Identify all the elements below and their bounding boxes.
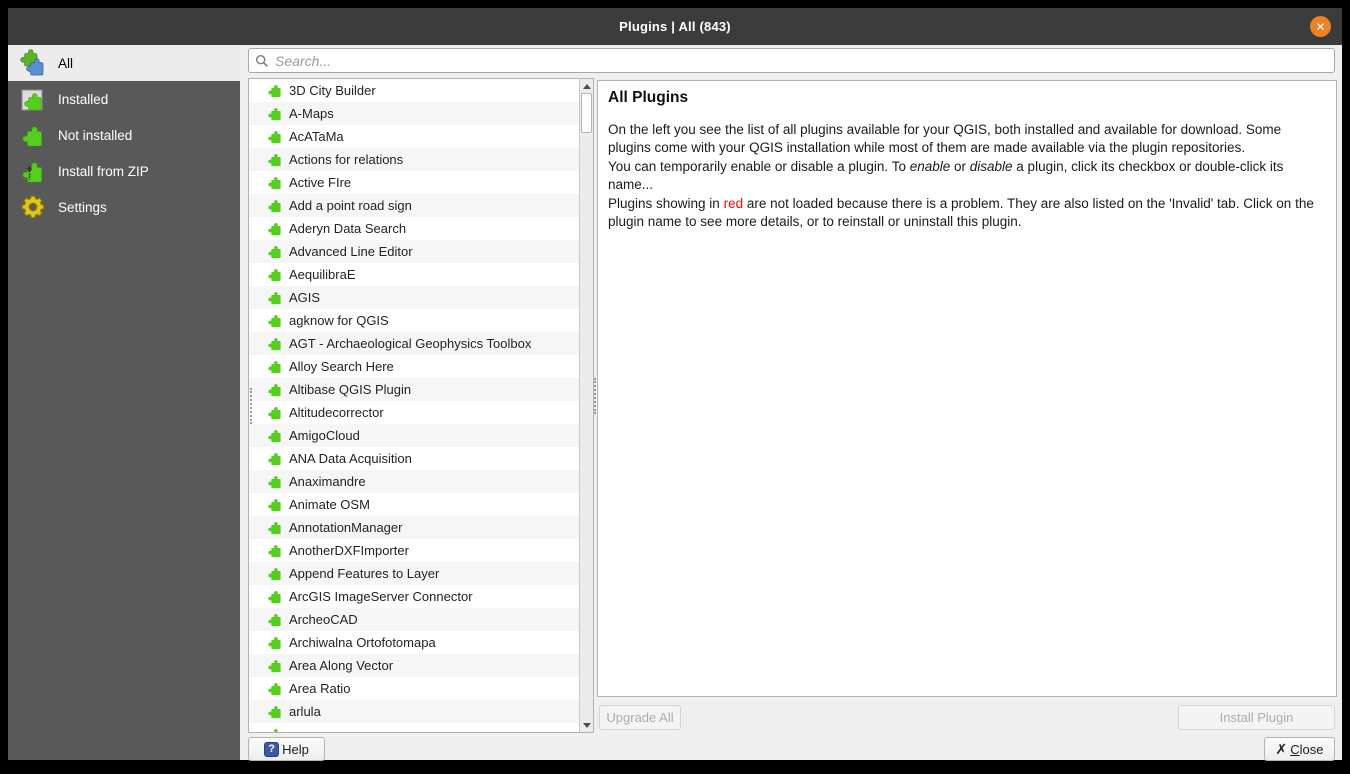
plugin-puzzle-icon [267,658,282,673]
sidebar-item-not-installed[interactable] [8,117,240,153]
list-item[interactable] [249,171,580,194]
list-item[interactable] [249,148,580,171]
plugin-puzzle-icon [267,428,282,443]
list-item[interactable] [249,332,580,355]
sidebar-item-install-from-zip[interactable] [8,153,240,189]
list-item[interactable] [249,401,580,424]
help-button[interactable]: ? Help [248,737,325,761]
plugin-puzzle-icon [267,704,282,719]
plugin-puzzle-icon [267,727,282,733]
install-plugin-button[interactable]: Install Plugin [1178,705,1335,730]
list-item[interactable] [249,240,580,263]
plugin-name: 3D City Builder [289,83,376,98]
plugin-puzzle-icon [267,474,282,489]
plugin-name: Add a point road sign [289,198,412,213]
list-item[interactable] [249,125,580,148]
sidebar-item-label: Not installed [58,127,133,143]
plugin-name: AequilibraE [289,267,356,282]
plugin-puzzle-icon [267,359,282,374]
close-button[interactable]: ✗ Close [1264,737,1335,761]
sidebar-item-label: Installed [58,91,109,107]
list-item[interactable] [249,608,580,631]
list-item-partial[interactable] [249,723,580,733]
list-item[interactable] [249,516,580,539]
plugin-name: agknow for QGIS [289,313,389,328]
plugin-puzzle-icon [267,244,282,259]
plugin-name: AmigoCloud [289,428,360,443]
plugin-puzzle-icon [267,520,282,535]
list-item[interactable] [249,79,580,102]
plugin-name: Anaximandre [289,474,366,489]
plugin-puzzle-icon [267,635,282,650]
list-item[interactable] [249,194,580,217]
sidebar-item-settings[interactable] [8,189,240,225]
plugin-name: Aderyn Data Search [289,221,407,236]
plugin-name: Advanced Line Editor [289,244,413,259]
help-question-icon: ? [264,742,279,757]
plugin-puzzle-icon [267,198,282,213]
list-item[interactable] [249,654,580,677]
plugin-puzzle-icon [267,290,282,305]
plugin-name: AGIS [289,290,321,305]
sidebar-item-label: Install from ZIP [58,163,149,179]
plugin-name: ArcGIS ImageServer Connector [289,589,473,604]
plugin-name: Area Ratio [289,681,351,696]
plugin-puzzle-icon [267,681,282,696]
plugin-name: Alloy Search Here [289,359,394,374]
plugin-name: ArcheoCAD [289,612,358,627]
settings-gear-icon [18,192,48,222]
plugin-name: AnotherDXFImporter [289,543,409,558]
installed-puzzle-icon [18,84,48,114]
window-close-icon[interactable]: ✕ [1310,16,1331,37]
window-title: Plugins | All (843) [619,19,731,34]
plugin-name: Append Features to Layer [289,566,440,581]
plugins-dialog [8,8,1342,760]
scroll-down-icon[interactable] [580,718,594,732]
plugin-puzzle-icon [267,83,282,98]
list-item[interactable] [249,263,580,286]
plugin-puzzle-icon [267,612,282,627]
plugin-puzzle-icon [267,336,282,351]
close-x-icon: ✗ [1275,741,1288,757]
plugin-puzzle-icon [267,589,282,604]
plugin-puzzle-icon [267,405,282,420]
scrollbar-thumb[interactable] [581,93,592,133]
plugin-name: Actions for relations [289,152,404,167]
plugin-puzzle-icon [267,267,282,282]
list-item[interactable] [249,562,580,585]
plugin-puzzle-icon [267,313,282,328]
list-item[interactable] [249,355,580,378]
plugin-name: Animate OSM [289,497,370,512]
plugin-name: A-Maps [289,106,334,121]
plugin-name: arlula [289,704,321,719]
list-item[interactable] [249,631,580,654]
plugin-name: Area Along Vector [289,658,394,673]
plugin-name: Archiwalna Ortofotomapa [289,635,436,650]
list-item[interactable] [249,700,580,723]
plugin-puzzle-icon [267,497,282,512]
list-scrollbar[interactable] [579,79,593,732]
list-item[interactable] [249,309,580,332]
list-item[interactable] [249,378,580,401]
plugin-name: AnnotationManager [289,520,403,535]
sidebar-item-label: Settings [58,199,107,215]
plugin-name: Altibase QGIS Plugin [289,382,412,397]
sidebar-item-all[interactable] [8,45,240,81]
list-item[interactable] [249,447,580,470]
list-item[interactable] [249,585,580,608]
plugin-puzzle-icon [267,382,282,397]
plugin-puzzle-icon [267,175,282,190]
sidebar-splitter-handle[interactable] [250,388,253,424]
sidebar [8,45,240,760]
plugin-puzzle-icon [267,152,282,167]
plugin-list-panel [248,78,594,733]
scroll-up-icon[interactable] [580,79,594,93]
plugin-puzzle-icon [267,106,282,121]
search-bar [248,48,1335,73]
plugin-puzzle-icon [267,543,282,558]
upgrade-all-button[interactable]: Upgrade All [599,705,681,730]
not-installed-puzzle-icon [18,120,48,150]
details-heading: All Plugins [608,89,689,106]
plugin-list [249,79,580,733]
list-item[interactable] [249,470,580,493]
details-paragraph-1: On the left you see the list of all plugins available for your QGIS, both installed and available for download. Some plugins come with your QGIS installation while most of them are made available via the plugin repositories. [608,122,1282,155]
plugin-name: Active FIre [289,175,352,190]
list-item[interactable] [249,539,580,562]
plugin-name: AcATaMa [289,129,344,144]
details-panel [597,80,1337,697]
list-item[interactable] [249,493,580,516]
plugin-name: Altitudecorrector [289,405,384,420]
plugin-puzzle-icon [267,451,282,466]
search-icon [255,54,269,68]
list-item[interactable] [249,217,580,240]
details-paragraph-3: Plugins showing in red are not loaded because there is a problem. They are also listed on the 'Invalid' tab. Click on the plugin name to see more details, or to reinstall or uninstall this plugin. [608,196,1314,229]
plugin-name: AGT - Archaeological Geophysics Toolbox [289,336,532,351]
plugin-puzzle-icon [267,221,282,236]
plugin-puzzle-icon [267,129,282,144]
details-paragraph-2: You can temporarily enable or disable a plugin. To enable or disable a plugin, click its checkbox or double-click its name... [608,159,1284,192]
sidebar-item-label: All [58,55,74,71]
all-plugins-puzzle-icon [18,48,48,78]
list-item[interactable] [249,424,580,447]
plugin-name: ANA Data Acquisition [289,451,412,466]
search-input[interactable] [275,53,1328,69]
list-item[interactable] [249,677,580,700]
plugin-puzzle-icon [267,566,282,581]
sidebar-item-installed[interactable] [8,81,240,117]
list-item[interactable] [249,286,580,309]
install-zip-puzzle-icon [18,156,48,186]
list-item[interactable] [249,102,580,125]
titlebar[interactable] [8,8,1342,45]
